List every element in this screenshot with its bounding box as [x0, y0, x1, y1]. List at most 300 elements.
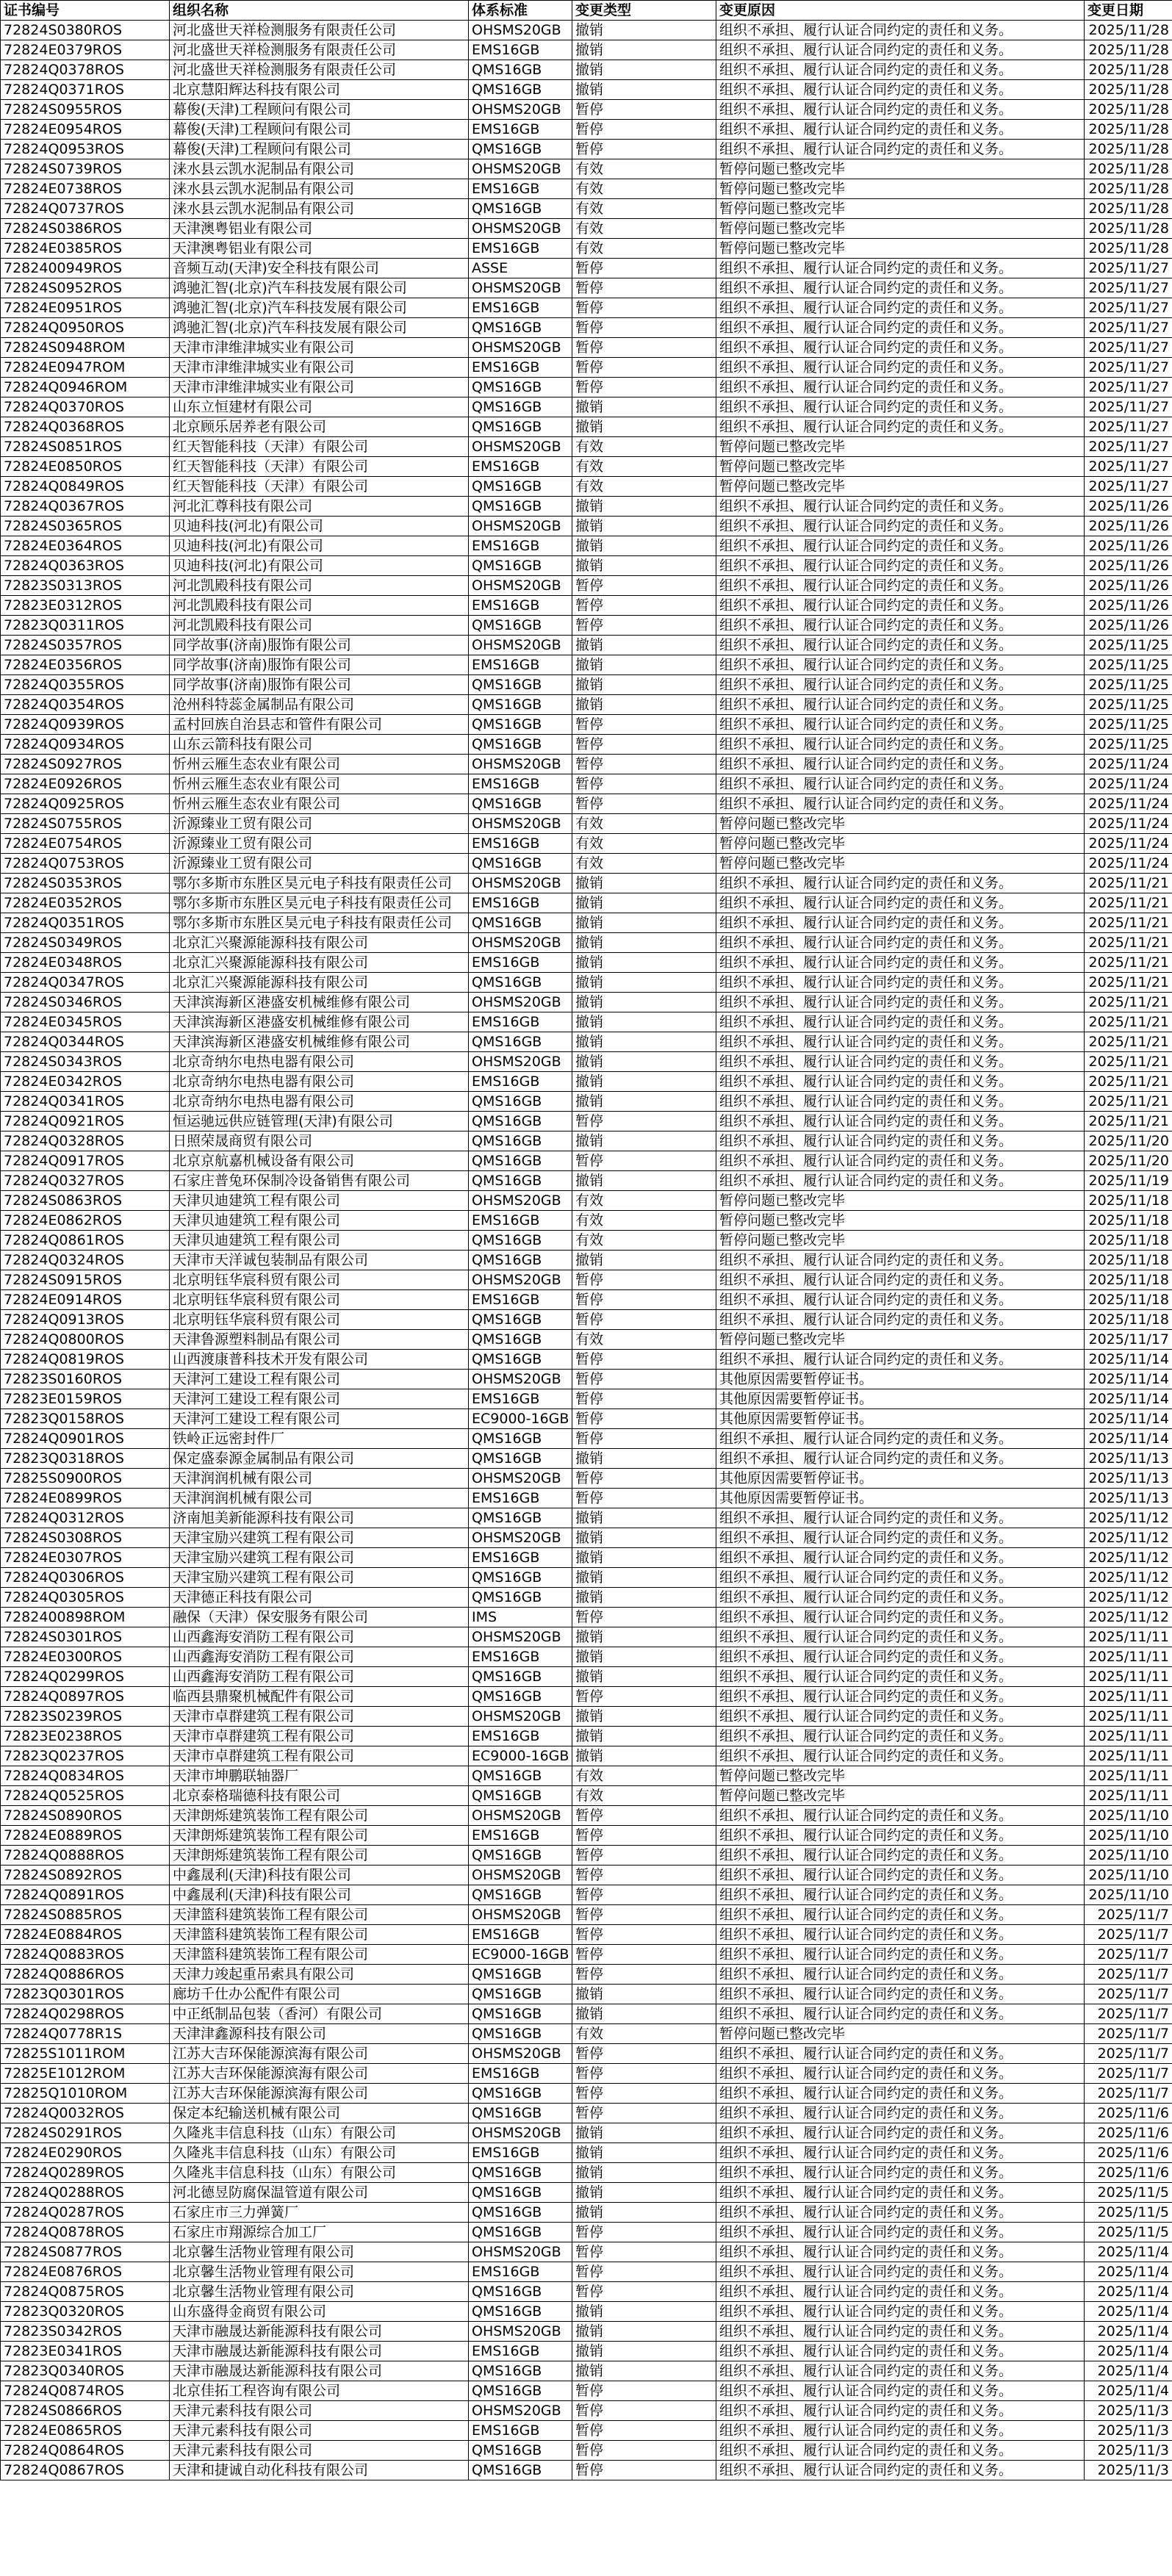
- standard-cell: OHSMS20GB: [469, 1191, 572, 1211]
- standard-cell: OHSMS20GB: [469, 2401, 572, 2421]
- table-row: [1, 80, 1172, 100]
- org-name-cell: 天津润润机械有限公司: [170, 1469, 469, 1489]
- table-row: [1, 2361, 1172, 2381]
- cert-number-cell: 72824Q0917ROS: [1, 1151, 170, 1171]
- table-row: [1, 1806, 1172, 1826]
- table-row: [1, 1746, 1172, 1766]
- change-reason-cell: 暂停问题已整改完毕: [716, 1330, 1085, 1350]
- change-date-cell: 2025/11/5: [1085, 2203, 1172, 2223]
- change-date-cell: 2025/11/27: [1085, 437, 1172, 457]
- org-name-cell: 涞水县云凯水泥制品有限公司: [170, 199, 469, 219]
- org-name-cell: 沂源臻业工贸有限公司: [170, 834, 469, 854]
- org-name-cell: 天津滨海新区港盛安机械维修有限公司: [170, 1012, 469, 1032]
- change-date-cell: 2025/11/4: [1085, 2342, 1172, 2361]
- change-reason-cell: 组织不承担、履行认证合同约定的责任和义务。: [716, 2461, 1085, 2480]
- change-date-cell: 2025/11/7: [1085, 1985, 1172, 2004]
- standard-cell: QMS16GB: [469, 378, 572, 397]
- standard-cell: OHSMS20GB: [469, 1707, 572, 1727]
- change-type-cell: 有效: [572, 1211, 716, 1231]
- standard-cell: QMS16GB: [469, 1112, 572, 1132]
- standard-cell: OHSMS20GB: [469, 219, 572, 239]
- change-reason-cell: 组织不承担、履行认证合同约定的责任和义务。: [716, 1647, 1085, 1667]
- org-name-cell: 同学故事(济南)服饰有限公司: [170, 636, 469, 655]
- standard-cell: EMS16GB: [469, 298, 572, 318]
- standard-cell: EMS16GB: [469, 1290, 572, 1310]
- change-date-cell: 2025/11/21: [1085, 1092, 1172, 1112]
- change-reason-cell: 组织不承担、履行认证合同约定的责任和义务。: [716, 1151, 1085, 1171]
- change-reason-cell: 组织不承担、履行认证合同约定的责任和义务。: [716, 1112, 1085, 1132]
- standard-cell: QMS16GB: [469, 2004, 572, 2024]
- cert-number-cell: 72824S0301ROS: [1, 1627, 170, 1647]
- table-row: [1, 2024, 1172, 2044]
- standard-cell: QMS16GB: [469, 616, 572, 636]
- change-date-cell: 2025/11/27: [1085, 378, 1172, 397]
- table-row: [1, 140, 1172, 159]
- change-type-cell: 暂停: [572, 1290, 716, 1310]
- change-type-cell: 暂停: [572, 1608, 716, 1627]
- cert-number-cell: 72824S0346ROS: [1, 993, 170, 1012]
- standard-cell: EMS16GB: [469, 239, 572, 259]
- header-org-name: 组织名称: [170, 1, 469, 21]
- change-type-cell: 撤销: [572, 2322, 716, 2342]
- change-date-cell: 2025/11/26: [1085, 556, 1172, 576]
- org-name-cell: 鄂尔多斯市东胜区昊元电子科技有限责任公司: [170, 874, 469, 893]
- cert-number-cell: 72824S0365ROS: [1, 517, 170, 536]
- standard-cell: QMS16GB: [469, 417, 572, 437]
- change-date-cell: 2025/11/28: [1085, 140, 1172, 159]
- table-row: [1, 2104, 1172, 2123]
- change-reason-cell: 组织不承担、履行认证合同约定的责任和义务。: [716, 715, 1085, 735]
- table-row: [1, 893, 1172, 913]
- change-date-cell: 2025/11/27: [1085, 338, 1172, 358]
- change-reason-cell: 组织不承担、履行认证合同约定的责任和义务。: [716, 655, 1085, 675]
- standard-cell: QMS16GB: [469, 2302, 572, 2322]
- cert-number-cell: 72824E0926ROS: [1, 774, 170, 794]
- change-date-cell: 2025/11/25: [1085, 735, 1172, 755]
- standard-cell: OHSMS20GB: [469, 814, 572, 834]
- standard-cell: EMS16GB: [469, 358, 572, 378]
- table-row: [1, 576, 1172, 596]
- standard-cell: QMS16GB: [469, 140, 572, 159]
- standard-cell: OHSMS20GB: [469, 1052, 572, 1072]
- table-row: [1, 1191, 1172, 1211]
- standard-cell: QMS16GB: [469, 556, 572, 576]
- cert-number-cell: 72824Q0305ROS: [1, 1588, 170, 1608]
- change-reason-cell: 组织不承担、履行认证合同约定的责任和义务。: [716, 2084, 1085, 2104]
- org-name-cell: 天津朗烁建筑装饰工程有限公司: [170, 1826, 469, 1846]
- standard-cell: QMS16GB: [469, 1132, 572, 1151]
- change-date-cell: 2025/11/14: [1085, 1370, 1172, 1389]
- change-reason-cell: 组织不承担、履行认证合同约定的责任和义务。: [716, 1965, 1085, 1985]
- table-row: [1, 933, 1172, 953]
- standard-cell: EC9000-16GB: [469, 1409, 572, 1429]
- table-row: [1, 60, 1172, 80]
- change-type-cell: 暂停: [572, 1687, 716, 1707]
- standard-cell: EC9000-16GB: [469, 1945, 572, 1965]
- change-date-cell: 2025/11/26: [1085, 497, 1172, 517]
- change-type-cell: 暂停: [572, 2104, 716, 2123]
- change-type-cell: 撤销: [572, 1251, 716, 1270]
- standard-cell: EMS16GB: [469, 536, 572, 556]
- standard-cell: QMS16GB: [469, 2461, 572, 2480]
- standard-cell: QMS16GB: [469, 1568, 572, 1588]
- table-row: [1, 1707, 1172, 1727]
- org-name-cell: 石家庄市三力弹簧厂: [170, 2203, 469, 2223]
- cert-number-cell: 72825S0900ROS: [1, 1469, 170, 1489]
- cert-number-cell: 72824Q0288ROS: [1, 2183, 170, 2203]
- change-type-cell: 撤销: [572, 2302, 716, 2322]
- cert-number-cell: 72824Q0834ROS: [1, 1766, 170, 1786]
- change-reason-cell: 组织不承担、履行认证合同约定的责任和义务。: [716, 278, 1085, 298]
- change-reason-cell: 组织不承担、履行认证合同约定的责任和义务。: [716, 21, 1085, 40]
- org-name-cell: 北京奇纳尔电热电器有限公司: [170, 1072, 469, 1092]
- change-reason-cell: 组织不承担、履行认证合同约定的责任和义务。: [716, 1449, 1085, 1469]
- change-reason-cell: 组织不承担、履行认证合同约定的责任和义务。: [716, 755, 1085, 774]
- change-type-cell: 暂停: [572, 755, 716, 774]
- cert-number-cell: 72823E0238ROS: [1, 1727, 170, 1746]
- change-reason-cell: 组织不承担、履行认证合同约定的责任和义务。: [716, 80, 1085, 100]
- org-name-cell: 同学故事(济南)服饰有限公司: [170, 675, 469, 695]
- org-name-cell: 天津贝迪建筑工程有限公司: [170, 1191, 469, 1211]
- org-name-cell: 贝迪科技(河北)有限公司: [170, 536, 469, 556]
- standard-cell: OHSMS20GB: [469, 933, 572, 953]
- standard-cell: QMS16GB: [469, 735, 572, 755]
- change-reason-cell: 其他原因需要暂停证书。: [716, 1469, 1085, 1489]
- table-row: [1, 2084, 1172, 2104]
- change-type-cell: 暂停: [572, 259, 716, 278]
- cert-number-cell: 72824Q0864ROS: [1, 2441, 170, 2461]
- change-type-cell: 撤销: [572, 1667, 716, 1687]
- change-date-cell: 2025/11/27: [1085, 318, 1172, 338]
- table-row: [1, 1231, 1172, 1251]
- org-name-cell: 河北凯殿科技有限公司: [170, 616, 469, 636]
- standard-cell: QMS16GB: [469, 497, 572, 517]
- table-row: [1, 1012, 1172, 1032]
- change-type-cell: 暂停: [572, 100, 716, 120]
- table-row: [1, 636, 1172, 655]
- change-reason-cell: 组织不承担、履行认证合同约定的责任和义务。: [716, 1905, 1085, 1925]
- standard-cell: QMS16GB: [469, 1350, 572, 1370]
- org-name-cell: 北京汇兴聚源能源科技有限公司: [170, 953, 469, 973]
- org-name-cell: 天津篮科建筑装饰工程有限公司: [170, 1945, 469, 1965]
- org-name-cell: 天津宝励兴建筑工程有限公司: [170, 1548, 469, 1568]
- change-type-cell: 撤销: [572, 953, 716, 973]
- change-date-cell: 2025/11/28: [1085, 199, 1172, 219]
- change-reason-cell: 组织不承担、履行认证合同约定的责任和义务。: [716, 1707, 1085, 1727]
- org-name-cell: 石家庄市翔源综合加工厂: [170, 2223, 469, 2242]
- change-reason-cell: 组织不承担、履行认证合同约定的责任和义务。: [716, 40, 1085, 60]
- cert-number-cell: 72824Q0925ROS: [1, 794, 170, 814]
- standard-cell: QMS16GB: [469, 1786, 572, 1806]
- change-reason-cell: 组织不承担、履行认证合同约定的责任和义务。: [716, 2361, 1085, 2381]
- org-name-cell: 河北凯殿科技有限公司: [170, 576, 469, 596]
- table-row: [1, 338, 1172, 358]
- change-type-cell: 暂停: [572, 140, 716, 159]
- cert-number-cell: 72824Q0367ROS: [1, 497, 170, 517]
- cert-number-cell: 72824Q0950ROS: [1, 318, 170, 338]
- table-row: [1, 1251, 1172, 1270]
- org-name-cell: 久隆兆丰信息科技（山东）有限公司: [170, 2163, 469, 2183]
- org-name-cell: 天津市卓群建筑工程有限公司: [170, 1746, 469, 1766]
- change-date-cell: 2025/11/18: [1085, 1211, 1172, 1231]
- cert-number-cell: 72824Q0525ROS: [1, 1786, 170, 1806]
- cert-number-cell: 72824E0862ROS: [1, 1211, 170, 1231]
- table-row: [1, 2163, 1172, 2183]
- table-row: [1, 794, 1172, 814]
- cert-number-cell: 72824E0300ROS: [1, 1647, 170, 1667]
- cert-number-cell: 72824E0876ROS: [1, 2262, 170, 2282]
- change-date-cell: 2025/11/21: [1085, 1072, 1172, 1092]
- org-name-cell: 红天智能科技（天津）有限公司: [170, 437, 469, 457]
- org-name-cell: 天津市融晟达新能源科技有限公司: [170, 2342, 469, 2361]
- table-row: [1, 953, 1172, 973]
- change-date-cell: 2025/11/12: [1085, 1568, 1172, 1588]
- change-reason-cell: 组织不承担、履行认证合同约定的责任和义务。: [716, 497, 1085, 517]
- change-type-cell: 暂停: [572, 318, 716, 338]
- standard-cell: QMS16GB: [469, 2203, 572, 2223]
- org-name-cell: 济南旭美新能源科技有限公司: [170, 1508, 469, 1528]
- cert-number-cell: 72824E0754ROS: [1, 834, 170, 854]
- change-type-cell: 撤销: [572, 893, 716, 913]
- org-name-cell: 河北盛世天祥检测服务有限责任公司: [170, 60, 469, 80]
- change-type-cell: 暂停: [572, 1469, 716, 1489]
- table-row: [1, 1330, 1172, 1350]
- change-date-cell: 2025/11/21: [1085, 973, 1172, 993]
- cert-number-cell: 72824E0356ROS: [1, 655, 170, 675]
- change-type-cell: 撤销: [572, 1985, 716, 2004]
- org-name-cell: 天津滨海新区港盛安机械维修有限公司: [170, 993, 469, 1012]
- change-type-cell: 有效: [572, 814, 716, 834]
- change-type-cell: 暂停: [572, 1370, 716, 1389]
- standard-cell: QMS16GB: [469, 2282, 572, 2302]
- change-date-cell: 2025/11/12: [1085, 1548, 1172, 1568]
- table-row: [1, 2262, 1172, 2282]
- change-date-cell: 2025/11/20: [1085, 1132, 1172, 1151]
- change-type-cell: 暂停: [572, 1806, 716, 1826]
- change-date-cell: 2025/11/21: [1085, 1032, 1172, 1052]
- cert-number-cell: 72824Q0946ROM: [1, 378, 170, 397]
- table-row: [1, 318, 1172, 338]
- standard-cell: OHSMS20GB: [469, 159, 572, 179]
- standard-cell: EMS16GB: [469, 457, 572, 477]
- change-date-cell: 2025/11/13: [1085, 1449, 1172, 1469]
- cert-number-cell: 72824Q0819ROS: [1, 1350, 170, 1370]
- cert-number-cell: 72824Q0312ROS: [1, 1508, 170, 1528]
- cert-number-cell: 72824S0885ROS: [1, 1905, 170, 1925]
- standard-cell: EMS16GB: [469, 893, 572, 913]
- change-date-cell: 2025/11/27: [1085, 417, 1172, 437]
- change-type-cell: 暂停: [572, 1389, 716, 1409]
- cert-number-cell: 72824S0877ROS: [1, 2242, 170, 2262]
- change-type-cell: 撤销: [572, 1092, 716, 1112]
- change-date-cell: 2025/11/27: [1085, 397, 1172, 417]
- change-reason-cell: 组织不承担、履行认证合同约定的责任和义务。: [716, 120, 1085, 140]
- change-date-cell: 2025/11/3: [1085, 2421, 1172, 2441]
- change-date-cell: 2025/11/24: [1085, 814, 1172, 834]
- org-name-cell: 山东立恒建材有限公司: [170, 397, 469, 417]
- standard-cell: OHSMS20GB: [469, 1469, 572, 1489]
- cert-number-cell: 72824Q0888ROS: [1, 1846, 170, 1866]
- cert-number-cell: 72823S0313ROS: [1, 576, 170, 596]
- org-name-cell: 天津市融晟达新能源科技有限公司: [170, 2322, 469, 2342]
- change-reason-cell: 组织不承担、履行认证合同约定的责任和义务。: [716, 60, 1085, 80]
- change-date-cell: 2025/11/12: [1085, 1608, 1172, 1627]
- cert-number-cell: 72824Q0934ROS: [1, 735, 170, 755]
- change-reason-cell: 组织不承担、履行认证合同约定的责任和义务。: [716, 1270, 1085, 1290]
- change-type-cell: 暂停: [572, 1925, 716, 1945]
- cert-number-cell: 72824Q0939ROS: [1, 715, 170, 735]
- cert-number-cell: 72824Q0299ROS: [1, 1667, 170, 1687]
- org-name-cell: 北京泰格瑞德科技有限公司: [170, 1786, 469, 1806]
- standard-cell: OHSMS20GB: [469, 2242, 572, 2262]
- cert-number-cell: 72824E0364ROS: [1, 536, 170, 556]
- change-date-cell: 2025/11/6: [1085, 2163, 1172, 2183]
- change-reason-cell: 组织不承担、履行认证合同约定的责任和义务。: [716, 1548, 1085, 1568]
- change-type-cell: 有效: [572, 1191, 716, 1211]
- cert-number-cell: 72824Q0737ROS: [1, 199, 170, 219]
- change-date-cell: 2025/11/11: [1085, 1647, 1172, 1667]
- table-row: [1, 2223, 1172, 2242]
- standard-cell: QMS16GB: [469, 1032, 572, 1052]
- table-row: [1, 1588, 1172, 1608]
- cert-number-cell: 72823Q0237ROS: [1, 1746, 170, 1766]
- change-type-cell: 撤销: [572, 1072, 716, 1092]
- change-type-cell: 暂停: [572, 2461, 716, 2480]
- change-reason-cell: 组织不承担、履行认证合同约定的责任和义务。: [716, 2322, 1085, 2342]
- change-reason-cell: 组织不承担、履行认证合同约定的责任和义务。: [716, 1985, 1085, 2004]
- standard-cell: EMS16GB: [469, 2421, 572, 2441]
- change-type-cell: 暂停: [572, 1945, 716, 1965]
- change-reason-cell: 组织不承担、履行认证合同约定的责任和义务。: [716, 1627, 1085, 1647]
- cert-number-cell: 72824E0889ROS: [1, 1826, 170, 1846]
- org-name-cell: 久隆兆丰信息科技（山东）有限公司: [170, 2123, 469, 2143]
- header-change-type: 变更类型: [572, 1, 716, 21]
- table-row: [1, 1072, 1172, 1092]
- table-row: [1, 2183, 1172, 2203]
- standard-cell: OHSMS20GB: [469, 636, 572, 655]
- standard-cell: OHSMS20GB: [469, 755, 572, 774]
- change-type-cell: 撤销: [572, 655, 716, 675]
- table-row: [1, 1112, 1172, 1132]
- change-type-cell: 撤销: [572, 1568, 716, 1588]
- table-row: [1, 417, 1172, 437]
- table-row: [1, 1568, 1172, 1588]
- org-name-cell: 孟村回族自治县志和管件有限公司: [170, 715, 469, 735]
- change-date-cell: 2025/11/4: [1085, 2262, 1172, 2282]
- table-row: [1, 1508, 1172, 1528]
- cert-number-cell: 72825S1011ROM: [1, 2044, 170, 2064]
- cert-number-cell: 72824Q0800ROS: [1, 1330, 170, 1350]
- change-reason-cell: 暂停问题已整改完毕: [716, 477, 1085, 497]
- change-reason-cell: 组织不承担、履行认证合同约定的责任和义务。: [716, 1568, 1085, 1588]
- change-type-cell: 暂停: [572, 2084, 716, 2104]
- cert-number-cell: 72824S0357ROS: [1, 636, 170, 655]
- change-date-cell: 2025/11/24: [1085, 794, 1172, 814]
- change-reason-cell: 组织不承担、履行认证合同约定的责任和义务。: [716, 735, 1085, 755]
- change-type-cell: 有效: [572, 179, 716, 199]
- org-name-cell: 山东云箭科技有限公司: [170, 735, 469, 755]
- cert-number-cell: 72824Q0344ROS: [1, 1032, 170, 1052]
- table-row: [1, 735, 1172, 755]
- standard-cell: ASSE: [469, 259, 572, 278]
- org-name-cell: 天津河工建设工程有限公司: [170, 1409, 469, 1429]
- change-date-cell: 2025/11/27: [1085, 358, 1172, 378]
- org-name-cell: 鸿驰汇智(北京)汽车科技发展有限公司: [170, 278, 469, 298]
- change-type-cell: 撤销: [572, 1647, 716, 1667]
- org-name-cell: 天津津鑫源科技有限公司: [170, 2024, 469, 2044]
- change-type-cell: 暂停: [572, 2064, 716, 2084]
- cert-number-cell: 72824Q0897ROS: [1, 1687, 170, 1707]
- standard-cell: QMS16GB: [469, 2223, 572, 2242]
- standard-cell: OHSMS20GB: [469, 1370, 572, 1389]
- table-row: [1, 1528, 1172, 1548]
- standard-cell: QMS16GB: [469, 1965, 572, 1985]
- change-date-cell: 2025/11/21: [1085, 1012, 1172, 1032]
- change-type-cell: 暂停: [572, 1826, 716, 1846]
- change-type-cell: 暂停: [572, 1409, 716, 1429]
- table-row: [1, 120, 1172, 140]
- standard-cell: OHSMS20GB: [469, 2322, 572, 2342]
- change-type-cell: 有效: [572, 199, 716, 219]
- org-name-cell: 天津市卓群建筑工程有限公司: [170, 1707, 469, 1727]
- change-type-cell: 撤销: [572, 1528, 716, 1548]
- change-date-cell: 2025/11/28: [1085, 40, 1172, 60]
- change-reason-cell: 组织不承担、履行认证合同约定的责任和义务。: [716, 774, 1085, 794]
- change-date-cell: 2025/11/17: [1085, 1330, 1172, 1350]
- change-date-cell: 2025/11/12: [1085, 1508, 1172, 1528]
- org-name-cell: 江苏大吉环保能源滨海有限公司: [170, 2044, 469, 2064]
- change-date-cell: 2025/11/10: [1085, 1826, 1172, 1846]
- change-reason-cell: 组织不承担、履行认证合同约定的责任和义务。: [716, 1072, 1085, 1092]
- change-reason-cell: 组织不承担、履行认证合同约定的责任和义务。: [716, 318, 1085, 338]
- change-date-cell: 2025/11/21: [1085, 893, 1172, 913]
- org-name-cell: 天津元素科技有限公司: [170, 2441, 469, 2461]
- org-name-cell: 红天智能科技（天津）有限公司: [170, 477, 469, 497]
- org-name-cell: 沂源臻业工贸有限公司: [170, 854, 469, 874]
- cert-number-cell: 72824E0954ROS: [1, 120, 170, 140]
- cert-number-cell: 72824Q0370ROS: [1, 397, 170, 417]
- cert-number-cell: 72824S0349ROS: [1, 933, 170, 953]
- table-row: [1, 1945, 1172, 1965]
- change-date-cell: 2025/11/26: [1085, 517, 1172, 536]
- standard-cell: QMS16GB: [469, 2084, 572, 2104]
- org-name-cell: 鸿驰汇智(北京)汽车科技发展有限公司: [170, 318, 469, 338]
- org-name-cell: 北京馨生活物业管理有限公司: [170, 2282, 469, 2302]
- org-name-cell: 鸿驰汇智(北京)汽车科技发展有限公司: [170, 298, 469, 318]
- change-type-cell: 撤销: [572, 675, 716, 695]
- cert-number-cell: 72823Q0158ROS: [1, 1409, 170, 1429]
- cert-number-cell: 72824Q0355ROS: [1, 675, 170, 695]
- org-name-cell: 北京奇纳尔电热电器有限公司: [170, 1092, 469, 1112]
- change-type-cell: 撤销: [572, 1707, 716, 1727]
- change-type-cell: 撤销: [572, 2342, 716, 2361]
- change-type-cell: 撤销: [572, 1012, 716, 1032]
- table-row: [1, 834, 1172, 854]
- change-date-cell: 2025/11/27: [1085, 457, 1172, 477]
- org-name-cell: 山西鑫海安消防工程有限公司: [170, 1627, 469, 1647]
- change-type-cell: 撤销: [572, 80, 716, 100]
- table-row: [1, 2044, 1172, 2064]
- change-type-cell: 暂停: [572, 378, 716, 397]
- org-name-cell: 河北盛世天祥检测服务有限责任公司: [170, 40, 469, 60]
- change-reason-cell: 组织不承担、履行认证合同约定的责任和义务。: [716, 2421, 1085, 2441]
- standard-cell: QMS16GB: [469, 794, 572, 814]
- cert-number-cell: 72824Q0327ROS: [1, 1171, 170, 1191]
- change-reason-cell: 组织不承担、履行认证合同约定的责任和义务。: [716, 2381, 1085, 2401]
- change-type-cell: 暂停: [572, 1965, 716, 1985]
- table-row: [1, 616, 1172, 636]
- cert-number-cell: 72824E0951ROS: [1, 298, 170, 318]
